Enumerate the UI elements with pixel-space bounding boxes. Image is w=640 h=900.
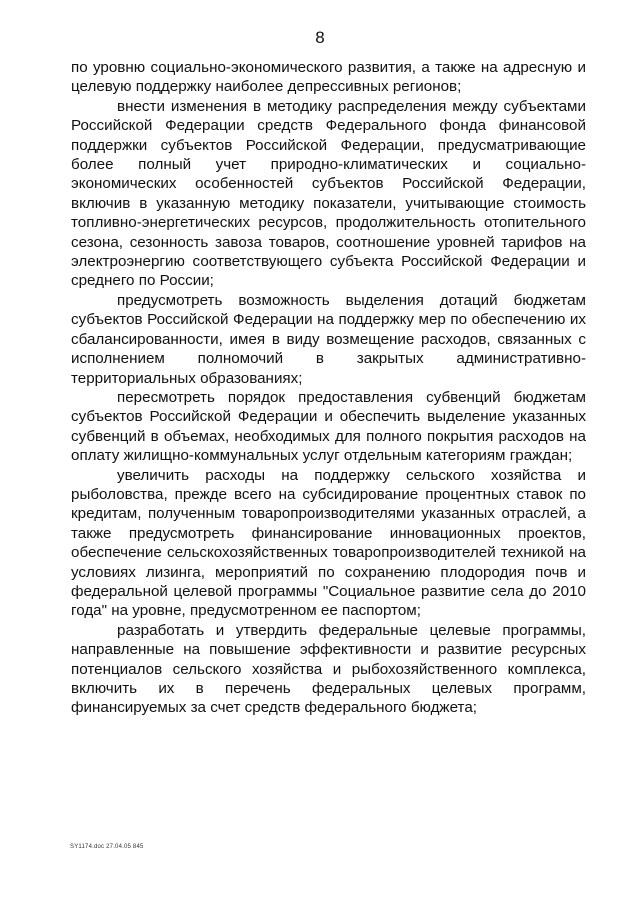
paragraph: увеличить расходы на поддержку сельского хозяйства и рыболовства, прежде всего на субсидирование процентных ставок по кредитам, полученным товаропроизводителями указанных отраслей, а также предусмотреть финансирование инновационных проектов, обеспечение сельскохозяйственных товаропроизводителей техникой на условиях лизинга, мероприятий по сохранению плодородия почв и федеральной целевой программы "Социальное развитие села до 2010 года" на уровне, предусмотренном ее паспортом; bbox=[71, 466, 586, 620]
paragraph: разработать и утвердить федеральные целевые программы, направленные на повышение эффективности и развитие ресурсных потенциалов сельского хозяйства и рыбохозяйственного комплекса, включить их в перечень федеральных целевых программ, финансируемых за счет средств федерального бюджета; bbox=[71, 621, 586, 717]
paragraph: по уровню социально-экономического развития, а также на адресную и целевую поддержку наиболее депрессивных регионов; bbox=[71, 59, 586, 96]
paragraph: пересмотреть порядок предоставления субвенций бюджетам субъектов Российской Федерации и обеспечить выделение указанных субвенций в объемах, необходимых для полного покрытия расходов на оплату жилищно-коммунальных услуг отдельным категориям граждан; bbox=[71, 388, 586, 465]
paragraph: предусмотреть возможность выделения дотаций бюджетам субъектов Российской Федерации на поддержку мер по обеспечению их сбалансированности, имея в виду возмещение расходов, связанных с исполнением полномочий в закрытых административно-территориальных образованиях; bbox=[71, 291, 586, 387]
paragraph: внести изменения в методику распределения между субъектами Российской Федерации средств Федерального фонда финансовой поддержки субъектов Российской Федерации, предусматривающие более полный учет природно-климатических и социально-экономических особенностей субъектов Российской Федерации, включив в указанную методику показатели, учитывающие стоимость топливно-энергетических ресурсов, продолжительность отопительного сезона, сезонность завоза товаров, соотношение уровней тарифов на электроэнергию соответствующего субъекта Российской Федерации и среднего по России; bbox=[71, 97, 586, 290]
file-footer: SY1174.doc 27.04.05 845 bbox=[70, 844, 144, 850]
page-number: 8 bbox=[315, 28, 325, 47]
document-body bbox=[71, 58, 586, 718]
